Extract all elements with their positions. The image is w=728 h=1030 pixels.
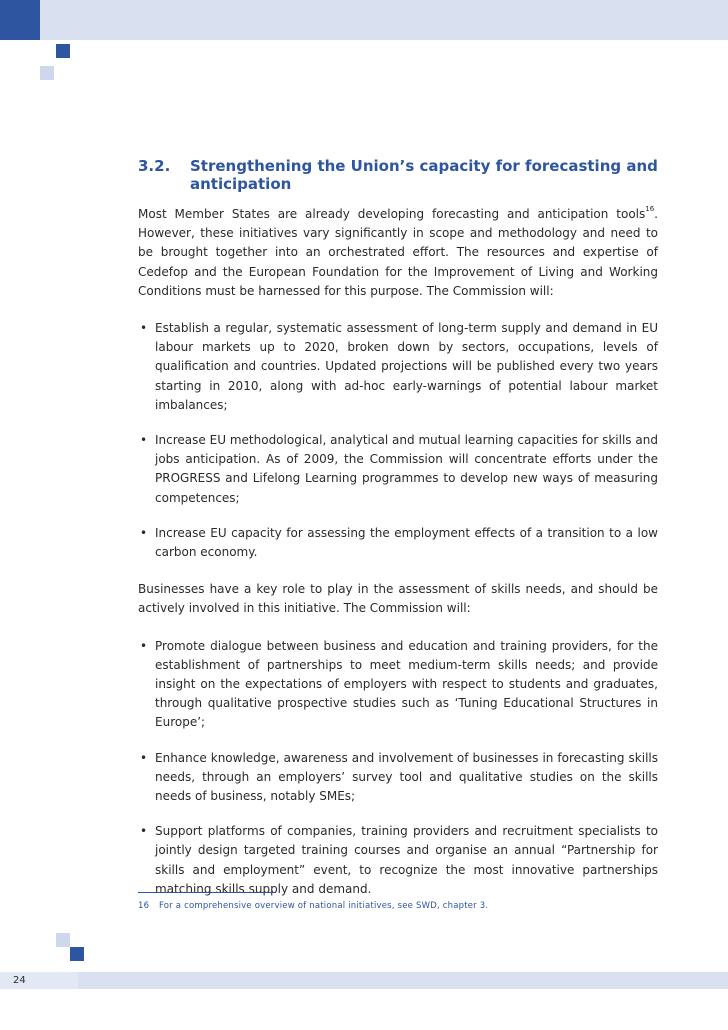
decor-square-blue	[56, 44, 70, 58]
intro-text-start: Most Member States are already developing forecasting and anticipation tools	[138, 207, 646, 221]
footnote-reference: 16	[645, 205, 655, 213]
top-corner-block	[0, 0, 40, 40]
footnote	[138, 901, 488, 911]
intro-paragraph	[138, 205, 658, 301]
list-item-text: Promote dialogue between business and education and training providers, for the establishment of partnerships to meet medium-term skills needs; and provide insight on the expectations of employers with respect to students and graduates, through qualitative prospective studies such as ‘Tuning Educational Structures in Europe’;	[155, 638, 658, 730]
list-item-text: Increase EU capacity for assessing the employment effects of a transition to a low carbon economy.	[155, 525, 658, 560]
list-item	[138, 637, 658, 733]
bullet-icon: •	[140, 750, 148, 765]
footnote-number: 16	[138, 901, 150, 911]
bullet-icon: •	[140, 433, 148, 448]
bullet-icon: •	[140, 525, 148, 540]
page-number: 24	[0, 972, 78, 989]
list-item	[138, 749, 658, 807]
decor-square-blue	[70, 947, 84, 961]
list-item	[138, 822, 658, 899]
commission-actions-list-1	[138, 319, 658, 562]
section-heading	[138, 157, 658, 193]
list-item	[138, 319, 658, 415]
bullet-icon: •	[140, 321, 148, 336]
intro-text-end: . However, these initiatives vary significantly in scope and methodology and need to be brought together into an orchestrated effort. The resources and expertise of Cedefop and the European Foundation for the Improvement of Living and Working Conditions must be harnessed for this purpose. The Commission will:	[138, 207, 658, 298]
commission-actions-list-2	[138, 637, 658, 899]
list-item-text: Enhance knowledge, awareness and involvement of businesses in forecasting skills needs, through an employers’ survey tool and qualitative studies on the skills needs of business, notably SMEs;	[155, 750, 658, 804]
decor-square-light	[40, 66, 54, 80]
list-item-text: Establish a regular, systematic assessment of long-term supply and demand in EU labour markets up to 2020, broken down by sectors, occupations, levels of qualification and countries. Updated projections will be published every two years starting in 2010, along with ad-hoc early-warnings of potential labour market imbalances;	[155, 321, 658, 412]
list-item	[138, 524, 658, 562]
list-item	[138, 431, 658, 508]
footnote-text: For a comprehensive overview of national initiatives, see SWD, chapter 3.	[159, 901, 489, 911]
page-content	[138, 157, 658, 915]
decor-square-light	[56, 933, 70, 947]
top-decor-band	[0, 0, 728, 40]
list-item-text: Support platforms of companies, training providers and recruitment specialists to jointly design targeted training courses and organise an annual “Partnership for skills and employment” event, to recognize the most innovative partnerships matching skills supply and demand.	[155, 824, 658, 896]
list-item-text: Increase EU methodological, analytical and mutual learning capacities for skills and jobs anticipation. As of 2009, the Commission will concentrate efforts under the PROGRESS and Lifelong Learning programmes to develop new ways of measuring competences;	[155, 433, 658, 505]
business-paragraph: Businesses have a key role to play in the assessment of skills needs, and should be actively involved in this initiative. The Commission will:	[138, 582, 658, 616]
bullet-icon: •	[140, 638, 148, 653]
bullet-icon: •	[140, 824, 148, 839]
footnote-divider	[138, 892, 276, 893]
bottom-decor-band	[0, 972, 728, 989]
section-number: 3.2.	[138, 157, 171, 175]
section-title: Strengthening the Union’s capacity for forecasting and anticipation	[190, 157, 658, 193]
